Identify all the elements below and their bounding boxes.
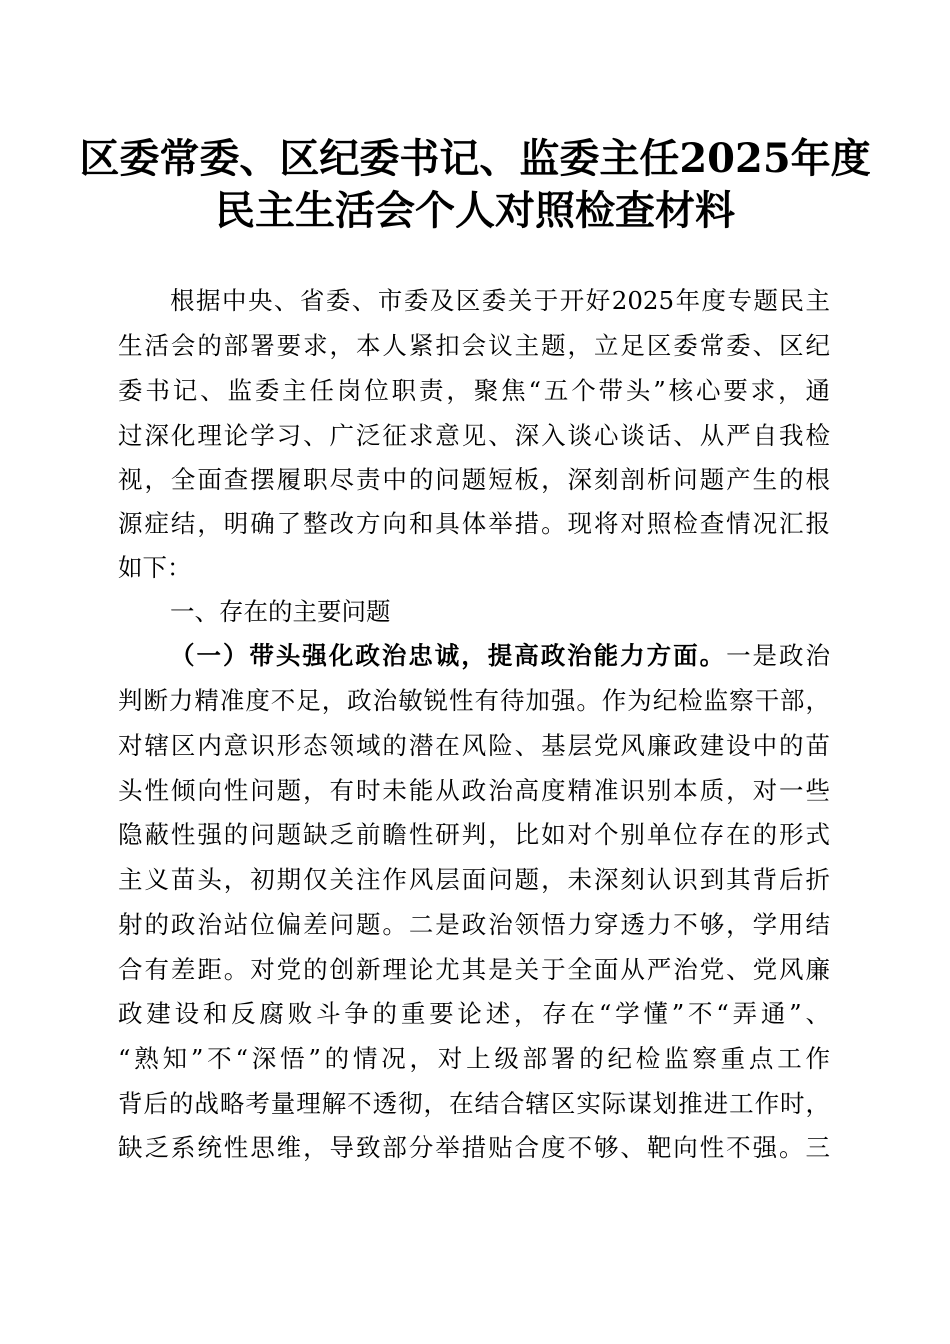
document-title-line-1: 区委常委、区纪委书记、监委主任2025年度 bbox=[79, 135, 871, 182]
body-line: 对辖区内意识形态领域的潜在风险、基层党风廉政建设中的苗 bbox=[118, 731, 830, 760]
body-line: 合有差距。对党的创新理论尤其是关于全面从严治党、党风廉 bbox=[118, 955, 830, 984]
subsection-heading: （一）带头强化政治忠诚，提高政治能力方面。 bbox=[170, 641, 727, 670]
body-line: 缺乏系统性思维，导致部分举措贴合度不够、靶向性不强。三 bbox=[118, 1133, 830, 1162]
intro-line: 如下： bbox=[118, 553, 192, 582]
intro-line: 生活会的部署要求，本人紧扣会议主题，立足区委常委、区纪 bbox=[118, 331, 830, 360]
body-line: 主义苗头，初期仅关注作风层面问题，未深刻认识到其背后折 bbox=[118, 865, 830, 894]
intro-line: 源症结，明确了整改方向和具体举措。现将对照检查情况汇报 bbox=[118, 509, 830, 538]
intro-line: 委书记、监委主任岗位职责，聚焦“五个带头”核心要求，通 bbox=[118, 376, 830, 405]
body-line: 背后的战略考量理解不透彻，在结合辖区实际谋划推进工作时， bbox=[118, 1089, 830, 1118]
intro-line: 视，全面查摆履职尽责中的问题短板，深刻剖析问题产生的根 bbox=[118, 465, 830, 494]
body-line: 头性倾向性问题，有时未能从政治高度精准识别本质，对一些 bbox=[118, 776, 830, 805]
subsection-first-line-text: 一是政治 bbox=[726, 641, 830, 670]
subsection-first-line bbox=[170, 636, 830, 676]
body-line: 射的政治站位偏差问题。二是政治领悟力穿透力不够，学用结 bbox=[118, 910, 830, 939]
body-line: 政建设和反腐败斗争的重要论述，存在“学懂”不“弄通”、 bbox=[118, 999, 830, 1028]
body-line: 隐蔽性强的问题缺乏前瞻性研判，比如对个别单位存在的形式 bbox=[118, 820, 830, 849]
intro-line: 根据中央、省委、市委及区委关于开好2025年度专题民主 bbox=[170, 286, 830, 315]
document-title-line-2: 民主生活会个人对照检查材料 bbox=[215, 187, 735, 234]
intro-line: 过深化理论学习、广泛征求意见、深入谈心谈话、从严自我检 bbox=[118, 421, 830, 450]
body-line: “熟知”不“深悟”的情况，对上级部署的纪检监察重点工作 bbox=[118, 1044, 830, 1073]
body-line: 判断力精准度不足，政治敏锐性有待加强。作为纪检监察干部， bbox=[118, 686, 830, 715]
section-heading: 一、存在的主要问题 bbox=[170, 597, 391, 626]
